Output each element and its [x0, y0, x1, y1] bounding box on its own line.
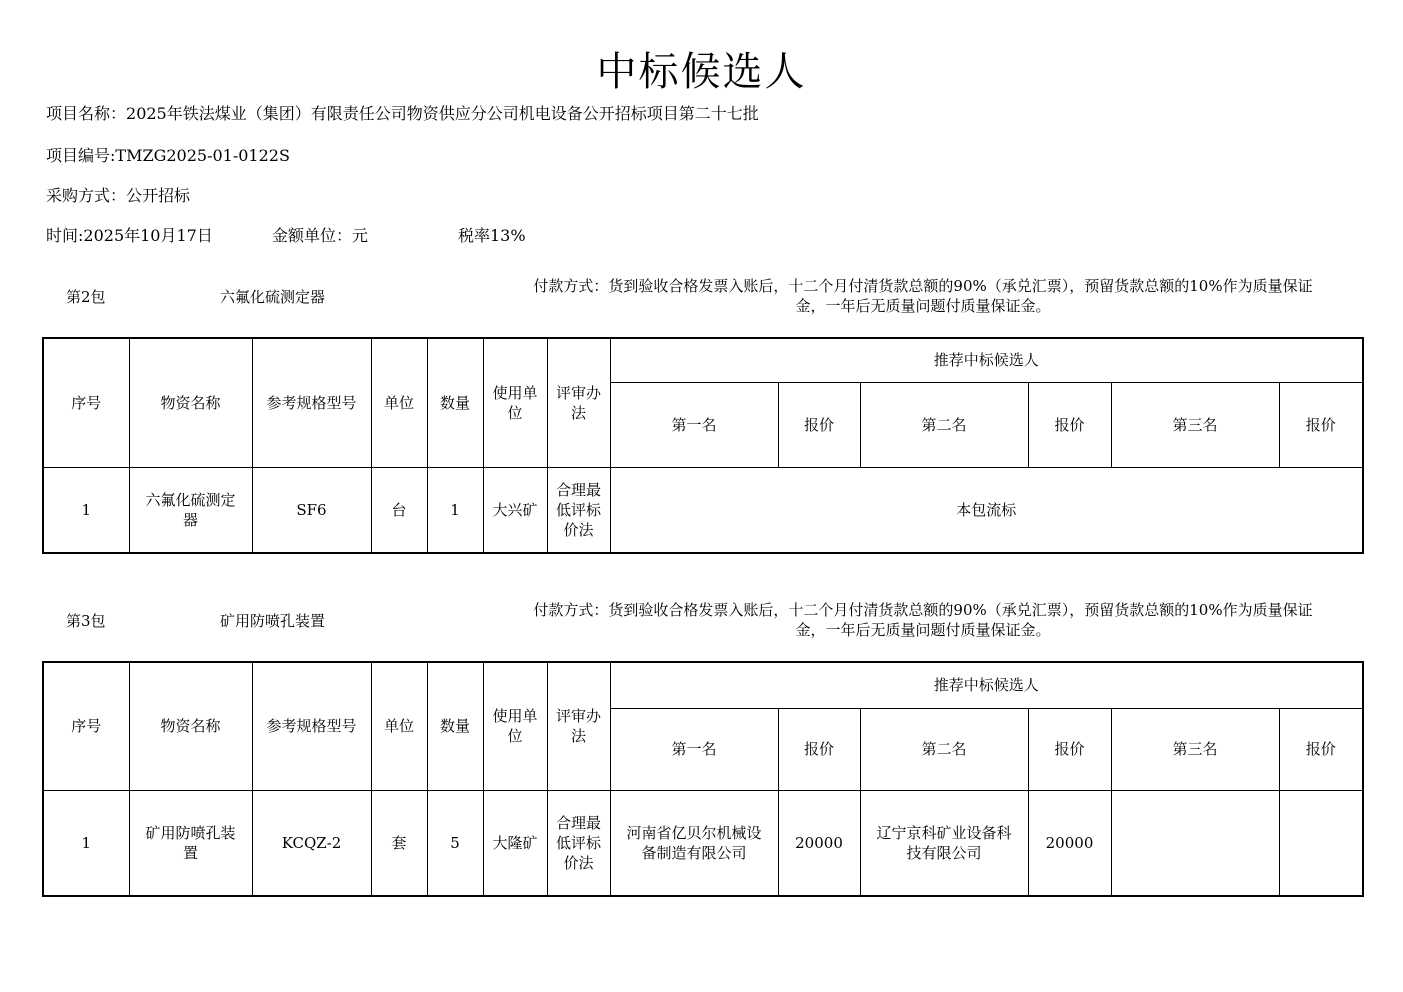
payment-terms-line: 付款方式：货到验收合格发票入账后，十二个月付清货款总额的90%（承兑汇票），预留货款总额的10%作为质量保证	[533, 601, 1313, 619]
header-price: 报价	[1028, 708, 1111, 790]
header-user-line: 使用单	[492, 707, 538, 726]
row-first-candidate-line: 河南省亿贝尔机械设	[626, 823, 762, 842]
package-number: 第2包	[66, 288, 106, 306]
project-code	[46, 143, 290, 166]
header-spec: 参考规格型号	[252, 338, 371, 467]
row-spec: KCQZ-2	[252, 790, 371, 896]
row-review	[547, 467, 610, 553]
row-first-candidate-line: 备制造有限公司	[641, 843, 747, 862]
row-result: 本包流标	[610, 467, 1363, 553]
header-user-line: 位	[507, 403, 523, 422]
row-name-line: 置	[182, 843, 198, 862]
row-second-candidate	[860, 790, 1028, 896]
row-spec: SF6	[252, 467, 371, 553]
row-seq: 1	[43, 790, 129, 896]
package-number: 第3包	[66, 612, 106, 630]
row-name	[129, 467, 252, 553]
header-review-line: 法	[570, 403, 586, 422]
header-spec: 参考规格型号	[252, 662, 371, 790]
procurement-method-value: 公开招标	[126, 186, 191, 205]
row-third-candidate	[1111, 790, 1279, 896]
row-qty: 1	[427, 467, 483, 553]
header-qty: 数量	[427, 662, 483, 790]
payment-terms	[498, 600, 1348, 640]
row-second-price: 20000	[1028, 790, 1111, 896]
row-review-line: 合理最	[555, 813, 601, 832]
row-unit: 套	[371, 790, 427, 896]
header-price: 报价	[778, 708, 860, 790]
row-review-line: 价法	[563, 520, 594, 539]
header-review-line: 评审办	[555, 383, 601, 402]
row-review-line: 价法	[563, 853, 594, 872]
row-user: 大兴矿	[483, 467, 547, 553]
header-name: 物资名称	[129, 662, 252, 790]
project-name	[46, 101, 759, 124]
row-name	[129, 790, 252, 896]
package-title: 六氟化硫测定器	[220, 288, 326, 306]
row-name-line: 矿用防喷孔装	[145, 823, 236, 842]
payment-terms	[498, 276, 1348, 316]
header-recommend: 推荐中标候选人	[610, 338, 1363, 382]
procurement-method	[46, 183, 190, 206]
header-qty: 数量	[427, 338, 483, 467]
table-row	[43, 467, 1363, 553]
header-seq: 序号	[43, 338, 129, 467]
header-user-line: 使用单	[492, 383, 538, 402]
package-table	[42, 661, 1364, 897]
table-row	[43, 790, 1363, 896]
row-review	[547, 790, 610, 896]
project-code-value: TMZG2025-01-0122S	[115, 146, 290, 165]
header-recommend: 推荐中标候选人	[610, 662, 1363, 708]
project-code-label: 项目编号:	[46, 146, 116, 165]
package-title: 矿用防喷孔装置	[220, 612, 326, 630]
header-price: 报价	[1279, 708, 1363, 790]
header-review	[547, 338, 610, 467]
header-user	[483, 338, 547, 467]
header-first: 第一名	[610, 382, 778, 467]
header-second: 第二名	[860, 382, 1028, 467]
currency-unit-label: 金额单位：	[272, 226, 353, 245]
row-name-line: 器	[182, 510, 198, 529]
procurement-method-label: 采购方式：	[46, 186, 127, 205]
row-review-line: 低评标	[555, 500, 601, 519]
row-third-price	[1279, 790, 1363, 896]
row-first-candidate	[610, 790, 778, 896]
row-review-line: 合理最	[555, 480, 601, 499]
package-table	[42, 337, 1364, 554]
header-first: 第一名	[610, 708, 778, 790]
header-third: 第三名	[1111, 708, 1279, 790]
header-price: 报价	[1028, 382, 1111, 467]
header-seq: 序号	[43, 662, 129, 790]
header-unit: 单位	[371, 662, 427, 790]
payment-terms-line: 金，一年后无质量问题付质量保证金。	[795, 297, 1051, 315]
payment-terms-line: 付款方式：货到验收合格发票入账后，十二个月付清货款总额的90%（承兑汇票），预留货款总额的10%作为质量保证	[533, 277, 1313, 295]
row-unit: 台	[371, 467, 427, 553]
row-name-line: 六氟化硫测定	[145, 490, 236, 509]
header-review-line: 评审办	[555, 707, 601, 726]
header-user	[483, 662, 547, 790]
header-user-line: 位	[507, 727, 523, 746]
row-review-line: 低评标	[555, 833, 601, 852]
row-first-price: 20000	[778, 790, 860, 896]
project-name-value: 2025年铁法煤业（集团）有限责任公司物资供应分公司机电设备公开招标项目第二十七批	[126, 104, 759, 123]
row-seq: 1	[43, 467, 129, 553]
header-price: 报价	[778, 382, 860, 467]
header-name: 物资名称	[129, 338, 252, 467]
header-second: 第二名	[860, 708, 1028, 790]
row-second-candidate-line: 辽宁京科矿业设备科	[876, 823, 1012, 842]
currency-unit	[272, 223, 368, 246]
header-unit: 单位	[371, 338, 427, 467]
row-second-candidate-line: 技有限公司	[906, 843, 982, 862]
project-name-label: 项目名称：	[46, 104, 127, 123]
row-qty: 5	[427, 790, 483, 896]
project-time-value: 2025年10月17日	[83, 226, 213, 245]
currency-unit-value: 元	[352, 226, 369, 245]
header-price: 报价	[1279, 382, 1363, 467]
project-time-label: 时间:	[46, 226, 84, 245]
header-review	[547, 662, 610, 790]
tax-rate: 税率13%	[458, 226, 526, 245]
header-review-line: 法	[570, 727, 586, 746]
row-user: 大隆矿	[483, 790, 547, 896]
project-time	[46, 223, 213, 246]
page-title: 中标候选人	[596, 49, 807, 95]
header-third: 第三名	[1111, 382, 1279, 467]
payment-terms-line: 金，一年后无质量问题付质量保证金。	[795, 621, 1051, 639]
